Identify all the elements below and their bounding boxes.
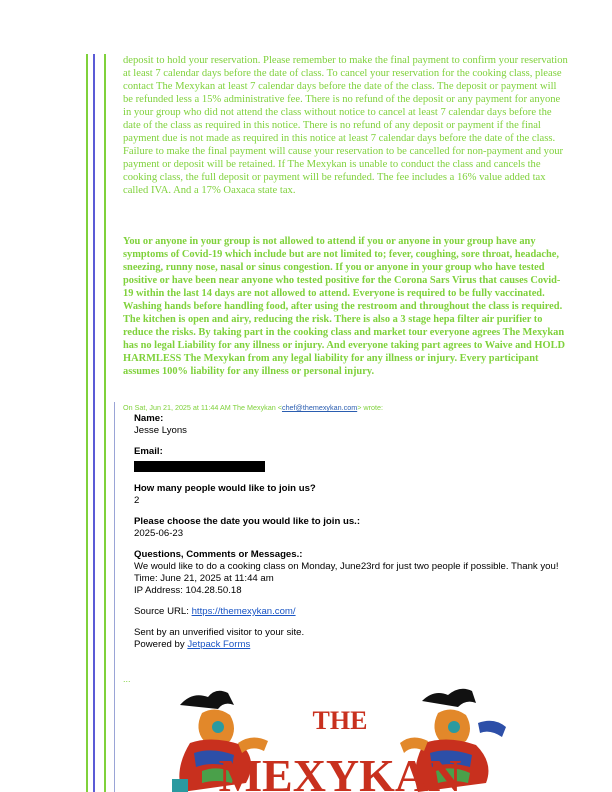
redacted-email bbox=[134, 461, 265, 472]
powered-line bbox=[134, 639, 564, 651]
form-submission bbox=[134, 413, 564, 651]
quote-bar-outer bbox=[86, 54, 88, 792]
source-prefix: Source URL: bbox=[134, 606, 192, 617]
policy-paragraph-covid: You or anyone in your group is not allowed to attend if you or anyone in your group have any symptoms of Covid-19 which include but are not limited to; fever, coughing, sore throat, headache, sneezing, runny nose, nasal or sinus congestion. If you or anyone in your group who have tested positive or have been near anyone who tested positive for the Corona Sars Virus that causes Covid-19 within the last 14 days are not allowed to attend. Everyone is required to be fully vaccinated. Washing hands before handling food, after using the restroom and throughout the class is required. The kitchen is open and airy, reducing the risk. There is also a 3 stage hepa filter air purifier to reduce the risks. By taking part in the cooking class and market tour everyone agrees The Mexykan has no legal Liability for any illness or injury. And everyone taking part agrees to Waive and HOLD HARMLESS The Mexykan from any legal liability for any illness or injury. Every participant assumes 100% liability for any illness or personal injury. bbox=[123, 236, 566, 377]
questions-label: Questions, Comments or Messages.: bbox=[134, 549, 303, 560]
jetpack-forms-link[interactable]: Jetpack Forms bbox=[187, 639, 251, 650]
policy-paragraph-cancellation: deposit to hold your reservation. Please remember to make the final payment to confirm your reservation at least 7 calendar days before the date of class. To cancel your reservation for the cooking class, please contact The Mexykan at least 7 calendar days before the date of the class. The deposit or payment will be refunded less a 15% administrative fee. There is no refund of the deposit or any payment for anyone in your group who did not attend the class without notice to cancel at least 7 calendar days before the date of the class as required in this notice. There is no refund of any deposit or payment if the final payment due is not made as required in this notice at least 7 calendar days before the date of the class. Failure to make the final payment will cause your reservation to be cancelled for non-payment and your payment or deposit will be retained. If The Mexykan is unable to conduct the class and cancels the cooking class, the full deposit or payment will be refunded. The fee includes a 16% value added tax called IVA. And a 17% Oaxaca state tax. bbox=[123, 55, 568, 196]
logo-artwork bbox=[172, 683, 508, 792]
time-line: Time: June 21, 2025 at 11:44 am bbox=[134, 573, 274, 584]
logo-text-mexykan: MEXYKAN bbox=[218, 750, 462, 792]
source-line bbox=[134, 606, 564, 618]
ip-line: IP Address: 104.28.50.18 bbox=[134, 585, 242, 596]
quote-header-prefix: On Sat, Jun 21, 2025 at 11:44 AM The Mexykan < bbox=[123, 403, 282, 412]
sent-by-line: Sent by an unverified visitor to your site. bbox=[134, 627, 305, 638]
date-value: 2025-06-23 bbox=[134, 528, 184, 539]
name-value: Jesse Lyons bbox=[134, 425, 187, 436]
sender-email-link[interactable]: chef@themexykan.com bbox=[281, 403, 358, 412]
source-url-link[interactable]: https://themexykan.com/ bbox=[191, 606, 296, 617]
trimmed-content-indicator[interactable]: ... bbox=[123, 674, 131, 684]
questions-value: We would like to do a cooking class on Monday, June23rd for just two people if possible. Thank you! bbox=[134, 561, 559, 572]
powered-prefix: Powered by bbox=[134, 639, 188, 650]
logo-text-the: THE bbox=[312, 706, 368, 735]
date-label: Please choose the date you would like to join us.: bbox=[134, 516, 361, 527]
email-label: Email: bbox=[134, 446, 163, 457]
quote-header-suffix: > wrote: bbox=[357, 403, 383, 412]
name-label: Name: bbox=[134, 413, 164, 424]
quote-bar-inner bbox=[104, 54, 106, 792]
people-value: 2 bbox=[134, 495, 140, 506]
quote-bar-middle bbox=[93, 54, 95, 792]
quote-bar-nested bbox=[114, 402, 115, 792]
mexykan-logo bbox=[172, 683, 508, 792]
quote-header bbox=[123, 403, 383, 412]
people-label: How many people would like to join us? bbox=[134, 483, 316, 494]
